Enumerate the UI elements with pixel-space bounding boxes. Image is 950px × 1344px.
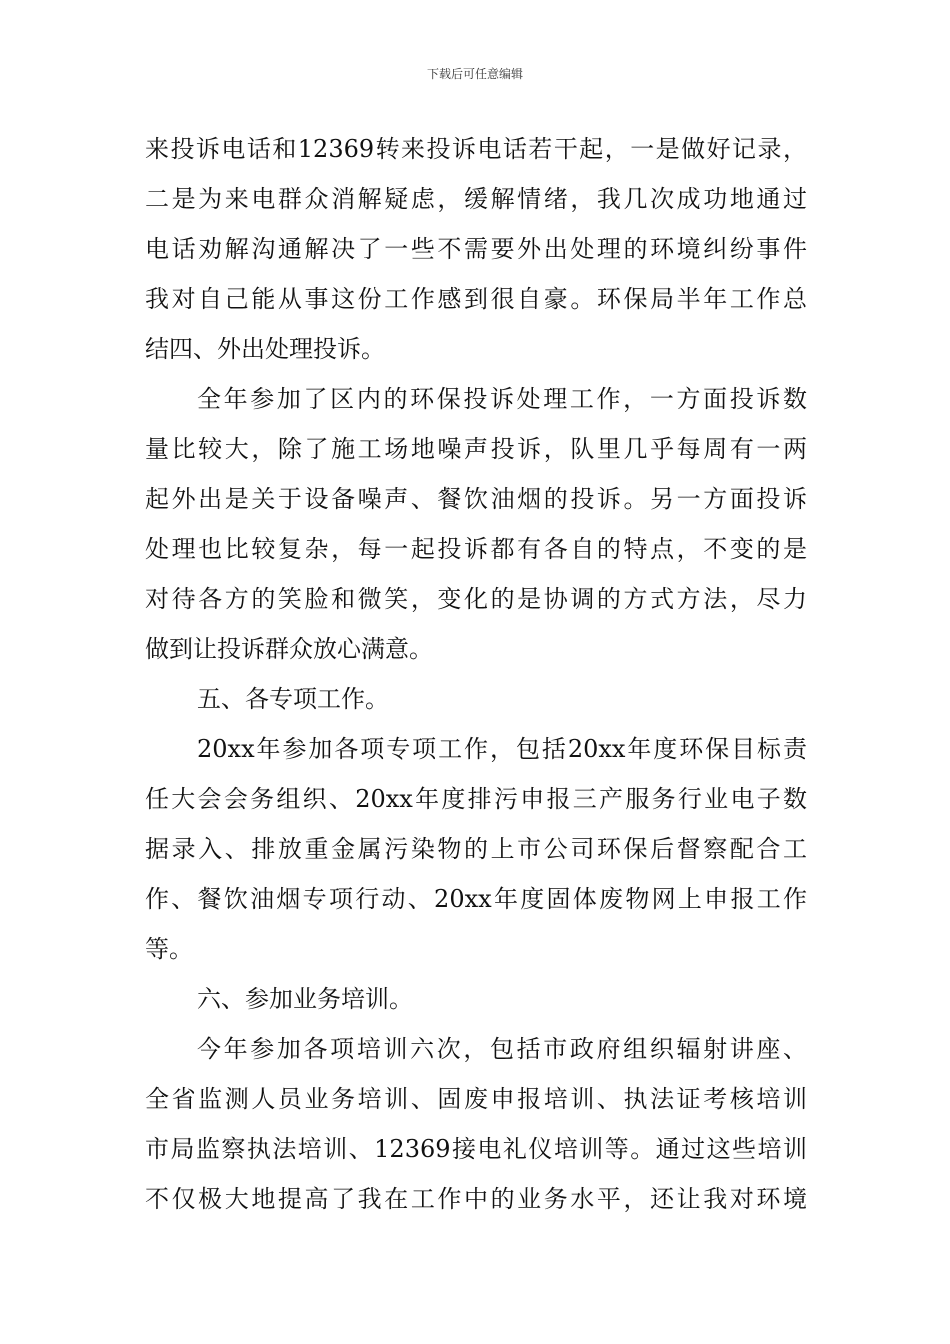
text-line: 全省监测人员业务培训、固废申报培训、执法证考核培训 (145, 1085, 807, 1113)
text-line: 今年参加各项培训六次，包括市政府组织辐射讲座、 (197, 1035, 807, 1063)
page-header-note: 下载后可任意编辑 (426, 67, 523, 81)
text-line: 作、餐饮油烟专项行动、20xx年度固体废物网上申报工作 (145, 885, 807, 913)
text-line: 起外出是关于设备噪声、餐饮油烟的投诉。另一方面投诉 (145, 485, 807, 513)
text-line: 来投诉电话和12369转来投诉电话若干起，一是做好记录， (145, 135, 807, 163)
text-line: 市局监察执法培训、12369接电礼仪培训等。通过这些培训 (145, 1135, 807, 1163)
text-line: 处理也比较复杂，每一起投诉都有各自的特点，不变的是 (145, 535, 807, 563)
text-line: 电话劝解沟通解决了一些不需要外出处理的环境纠纷事件 (145, 235, 807, 263)
text-line: 对待各方的笑脸和微笑，变化的是协调的方式方法，尽力 (145, 585, 807, 613)
text-line: 据录入、排放重金属污染物的上市公司环保后督察配合工 (145, 835, 807, 863)
text-line: 20xx年参加各项专项工作，包括20xx年度环保目标责 (197, 735, 807, 763)
text-line: 二是为来电群众消解疑虑，缓解情绪，我几次成功地通过 (145, 185, 807, 213)
text-line: 结四、外出处理投诉。 (145, 335, 385, 363)
document-body (145, 124, 807, 1224)
text-line: 我对自己能从事这份工作感到很自豪。环保局半年工作总 (145, 285, 807, 313)
text-line: 六、参加业务培训。 (197, 985, 413, 1013)
text-line: 五、各专项工作。 (197, 685, 389, 713)
text-line: 做到让投诉群众放心满意。 (145, 635, 433, 663)
text-line: 任大会会务组织、20xx年度排污申报三产服务行业电子数 (145, 785, 807, 813)
text-line: 等。 (145, 935, 193, 963)
text-line: 量比较大，除了施工场地噪声投诉，队里几乎每周有一两 (145, 435, 807, 463)
text-line: 全年参加了区内的环保投诉处理工作，一方面投诉数 (197, 385, 807, 413)
text-line: 不仅极大地提高了我在工作中的业务水平，还让我对环境 (145, 1185, 807, 1213)
